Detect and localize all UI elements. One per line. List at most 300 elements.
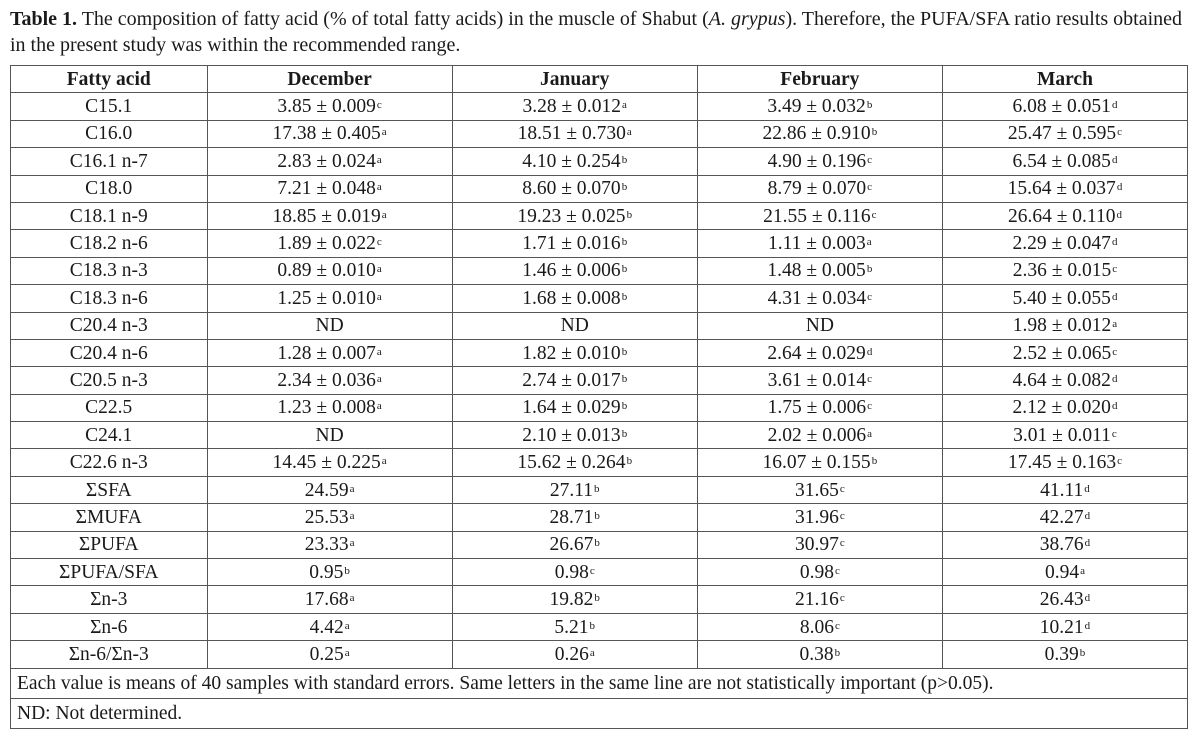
cell-value: 1.28 ± 0.007 — [277, 342, 376, 364]
cell-value: 30.97 — [794, 534, 839, 556]
cell-value: 5.21 — [554, 616, 589, 638]
table-cell — [207, 285, 452, 312]
cell-value: 18.51 ± 0.730 — [517, 123, 626, 145]
fatty-acid-name: C18.3 n-6 — [11, 285, 208, 312]
table-cell — [207, 120, 452, 147]
table-cell — [207, 367, 452, 394]
significance-letter: a — [376, 263, 382, 276]
significance-letter: d — [1116, 208, 1122, 221]
cell-value: 0.89 ± 0.010 — [277, 260, 376, 282]
table-cell — [942, 230, 1187, 257]
table-cell — [207, 93, 452, 120]
cell-value: 14.45 ± 0.225 — [272, 452, 381, 474]
table-row — [11, 367, 1188, 394]
cell-value: 19.23 ± 0.025 — [517, 205, 626, 227]
cell-value: 31.65 — [794, 479, 839, 501]
fatty-acid-name: C16.1 n-7 — [11, 148, 208, 175]
cell-value: 4.64 ± 0.082 — [1012, 369, 1111, 391]
table-cell — [942, 285, 1187, 312]
table-cell — [207, 202, 452, 229]
fatty-acid-name: C18.0 — [11, 175, 208, 202]
significance-letter: c — [376, 236, 382, 249]
table-cell — [697, 586, 942, 613]
significance-letter: a — [376, 372, 382, 385]
cell-value: 3.49 ± 0.032 — [767, 96, 866, 118]
fatty-acid-name: C20.5 n-3 — [11, 367, 208, 394]
cell-value: 2.52 ± 0.065 — [1012, 342, 1112, 364]
fatty-acid-name: C20.4 n-3 — [11, 312, 208, 339]
table-cell — [207, 613, 452, 640]
table-cell — [697, 449, 942, 476]
significance-letter: c — [839, 592, 845, 605]
table-cell — [207, 230, 452, 257]
cell-value: 2.29 ± 0.047 — [1012, 233, 1111, 255]
table-row — [11, 394, 1188, 421]
cell-value: 0.94 — [1044, 561, 1080, 583]
table-caption — [10, 6, 1188, 58]
fatty-acid-name: ΣMUFA — [11, 504, 208, 531]
table-cell — [697, 367, 942, 394]
table-cell — [697, 148, 942, 175]
significance-letter: c — [1117, 455, 1122, 468]
cell-value: 3.61 ± 0.014 — [767, 369, 867, 391]
table-cell — [207, 586, 452, 613]
significance-letter: b — [866, 263, 873, 276]
significance-letter: c — [867, 153, 873, 166]
table-row — [11, 339, 1188, 366]
significance-letter: d — [1084, 592, 1091, 605]
significance-letter: b — [1079, 646, 1086, 659]
significance-letter: a — [381, 208, 387, 221]
fatty-acid-name: C18.1 n-9 — [11, 202, 208, 229]
table-cell — [942, 613, 1187, 640]
significance-letter: b — [626, 455, 633, 468]
table-row — [11, 257, 1188, 284]
cell-value: 1.98 ± 0.012 — [1012, 315, 1112, 337]
significance-letter: d — [866, 345, 873, 358]
header-march: March — [942, 66, 1187, 93]
significance-letter: b — [621, 153, 628, 166]
table-cell — [207, 531, 452, 558]
cell-value: 22.86 ± 0.910 — [762, 123, 871, 145]
significance-letter: a — [381, 455, 387, 468]
header-fatty-acid: Fatty acid — [11, 66, 208, 93]
significance-letter: d — [1111, 290, 1118, 303]
significance-letter: d — [1111, 400, 1118, 413]
fatty-acid-name: C24.1 — [11, 422, 208, 449]
significance-letter: c — [871, 208, 877, 221]
significance-letter: b — [871, 126, 878, 139]
header-february: February — [697, 66, 942, 93]
table-cell — [942, 339, 1187, 366]
cell-value: 24.59 — [304, 479, 349, 501]
significance-letter: c — [839, 482, 845, 495]
cell-value: 1.25 ± 0.010 — [277, 287, 376, 309]
cell-value: 16.07 ± 0.155 — [762, 452, 871, 474]
table-cell — [942, 257, 1187, 284]
cell-value: 1.82 ± 0.010 — [522, 342, 621, 364]
table-cell — [452, 120, 697, 147]
fatty-acid-name: C20.4 n-6 — [11, 339, 208, 366]
cell-value: 0.39 — [1044, 643, 1079, 665]
table-cell — [697, 504, 942, 531]
cell-value: 26.43 — [1039, 589, 1084, 611]
table-row — [11, 613, 1188, 640]
table-row — [11, 175, 1188, 202]
significance-letter: c — [1111, 427, 1117, 440]
cell-value: 15.64 ± 0.037 — [1007, 178, 1116, 200]
cell-value: 0.38 — [799, 643, 834, 665]
table-note-stats: Each value is means of 40 samples with standard errors. Same letters in the same line are not statistically important (p>0.05). — [11, 668, 1188, 698]
table-row — [11, 559, 1188, 586]
table-row — [11, 148, 1188, 175]
cell-value: 0.26 — [554, 643, 589, 665]
cell-value: 2.12 ± 0.020 — [1012, 397, 1111, 419]
cell-value: 1.48 ± 0.005 — [767, 260, 866, 282]
table-row — [11, 641, 1188, 668]
table-cell — [207, 148, 452, 175]
cell-value: 17.68 — [304, 589, 349, 611]
cell-value: 18.85 ± 0.019 — [272, 205, 381, 227]
significance-letter: a — [349, 509, 355, 522]
significance-letter: d — [1084, 619, 1091, 632]
table-cell — [207, 339, 452, 366]
table-cell — [697, 257, 942, 284]
cell-value: 2.64 ± 0.029 — [767, 342, 866, 364]
table-cell — [697, 394, 942, 421]
cell-value: 3.85 ± 0.009 — [277, 96, 376, 118]
significance-letter: a — [622, 99, 627, 112]
significance-letter: c — [1112, 263, 1118, 276]
table-cell — [942, 531, 1187, 558]
table-cell — [452, 230, 697, 257]
significance-letter: c — [867, 290, 873, 303]
table-cell — [942, 449, 1187, 476]
table-cell — [452, 504, 697, 531]
fatty-acid-name: C22.5 — [11, 394, 208, 421]
significance-letter: b — [866, 99, 873, 112]
cell-value: 8.06 — [799, 616, 834, 638]
cell-value: ND — [315, 315, 344, 337]
cell-value: 2.83 ± 0.024 — [277, 150, 376, 172]
table-cell — [207, 394, 452, 421]
significance-letter: b — [621, 263, 628, 276]
table-cell — [942, 93, 1187, 120]
cell-value: 2.10 ± 0.013 — [522, 424, 621, 446]
table-row — [11, 202, 1188, 229]
cell-value: 17.38 ± 0.405 — [272, 123, 381, 145]
fatty-acid-name: C18.3 n-3 — [11, 257, 208, 284]
caption-text-after: ). Therefore, the PUFA/SFA ratio results obtained in the present study was within the recommended range. — [10, 8, 1183, 56]
significance-letter: a — [376, 181, 382, 194]
cell-value: 25.53 — [304, 506, 349, 528]
cell-value: 6.54 ± 0.085 — [1012, 150, 1111, 172]
fatty-acid-name: Σn-6 — [11, 613, 208, 640]
cell-value: 4.31 ± 0.034 — [767, 287, 867, 309]
table-cell — [452, 202, 697, 229]
table-row — [11, 422, 1188, 449]
table-cell — [452, 339, 697, 366]
significance-letter: c — [589, 564, 595, 577]
table-cell — [697, 531, 942, 558]
significance-letter: a — [376, 153, 382, 166]
cell-value: 2.74 ± 0.017 — [522, 369, 621, 391]
table-cell — [697, 230, 942, 257]
cell-value: 1.68 ± 0.008 — [522, 287, 621, 309]
cell-value: 19.82 — [549, 589, 594, 611]
table-cell — [207, 422, 452, 449]
table-cell — [452, 586, 697, 613]
table-cell — [207, 504, 452, 531]
cell-value: 7.21 ± 0.048 — [277, 178, 376, 200]
header-january: January — [452, 66, 697, 93]
table-note-row — [11, 668, 1188, 698]
table-cell — [942, 367, 1187, 394]
fatty-acid-name: Σn-3 — [11, 586, 208, 613]
cell-value: 2.36 ± 0.015 — [1012, 260, 1112, 282]
cell-value: 1.11 ± 0.003 — [768, 233, 866, 255]
table-cell — [452, 93, 697, 120]
table-row — [11, 504, 1188, 531]
cell-value: 26.67 — [549, 534, 594, 556]
table-cell — [452, 312, 697, 339]
cell-value: 4.10 ± 0.254 — [522, 150, 621, 172]
cell-value: 4.90 ± 0.196 — [767, 150, 867, 172]
cell-value: 3.01 ± 0.011 — [1013, 424, 1111, 446]
significance-letter: a — [589, 646, 595, 659]
cell-value: 4.42 — [309, 616, 344, 638]
table-cell — [207, 476, 452, 503]
significance-letter: a — [1112, 318, 1118, 331]
significance-letter: a — [349, 482, 355, 495]
table-cell — [452, 531, 697, 558]
cell-value: 31.96 — [794, 506, 839, 528]
significance-letter: d — [1111, 99, 1118, 112]
significance-letter: c — [376, 99, 382, 112]
table-cell — [942, 148, 1187, 175]
significance-letter: d — [1111, 372, 1118, 385]
cell-value: 8.60 ± 0.070 — [522, 178, 621, 200]
table-row — [11, 120, 1188, 147]
cell-value: 21.55 ± 0.116 — [763, 205, 871, 227]
table-cell — [942, 175, 1187, 202]
significance-letter: a — [376, 345, 382, 358]
table-cell — [697, 559, 942, 586]
cell-value: 17.45 ± 0.163 — [1007, 452, 1117, 474]
significance-letter: a — [344, 646, 350, 659]
cell-value: 1.89 ± 0.022 — [277, 233, 376, 255]
cell-value: 21.16 — [794, 589, 839, 611]
significance-letter: c — [834, 619, 840, 632]
table-row — [11, 476, 1188, 503]
significance-letter: b — [621, 427, 628, 440]
significance-letter: b — [621, 345, 628, 358]
significance-letter: b — [621, 181, 628, 194]
table-cell — [452, 559, 697, 586]
significance-letter: c — [834, 564, 840, 577]
table-cell — [207, 257, 452, 284]
table-cell — [207, 175, 452, 202]
significance-letter: a — [349, 537, 355, 550]
table-cell — [697, 312, 942, 339]
significance-letter: c — [839, 509, 845, 522]
fatty-acid-table — [10, 65, 1188, 729]
header-december: December — [207, 66, 452, 93]
fatty-acid-name: C16.0 — [11, 120, 208, 147]
table-row — [11, 285, 1188, 312]
cell-value: 1.46 ± 0.006 — [522, 260, 621, 282]
significance-letter: b — [594, 592, 600, 605]
significance-letter: d — [1084, 482, 1090, 495]
cell-value: ND — [805, 315, 834, 337]
significance-letter: b — [626, 208, 633, 221]
table-cell — [697, 175, 942, 202]
table-cell — [697, 339, 942, 366]
significance-letter: a — [376, 290, 382, 303]
significance-letter: b — [594, 537, 600, 550]
cell-value: 0.98 — [554, 561, 589, 583]
significance-letter: b — [834, 646, 841, 659]
significance-letter: a — [866, 236, 872, 249]
significance-letter: b — [621, 290, 628, 303]
table-cell — [207, 559, 452, 586]
significance-letter: c — [867, 400, 873, 413]
cell-value: 25.47 ± 0.595 — [1007, 123, 1117, 145]
significance-letter: b — [344, 564, 350, 577]
table-cell — [942, 476, 1187, 503]
table-cell — [207, 641, 452, 668]
table-cell — [697, 641, 942, 668]
table-cell — [452, 641, 697, 668]
cell-value: 23.33 — [304, 534, 349, 556]
cell-value: ND — [315, 424, 344, 446]
significance-letter: a — [344, 619, 350, 632]
significance-letter: a — [867, 427, 873, 440]
significance-letter: c — [1117, 126, 1122, 139]
cell-value: 3.28 ± 0.012 — [522, 96, 621, 118]
table-cell — [697, 202, 942, 229]
significance-letter: a — [1080, 564, 1085, 577]
significance-letter: b — [621, 400, 628, 413]
caption-label: Table 1. — [10, 8, 78, 30]
table-cell — [452, 476, 697, 503]
table-cell — [942, 394, 1187, 421]
table-row — [11, 312, 1188, 339]
table-cell — [452, 367, 697, 394]
table-cell — [697, 476, 942, 503]
cell-value: 42.27 — [1039, 506, 1084, 528]
fatty-acid-name: ΣPUFA/SFA — [11, 559, 208, 586]
significance-letter: b — [594, 482, 600, 495]
fatty-acid-name: C22.6 n-3 — [11, 449, 208, 476]
significance-letter: b — [621, 236, 628, 249]
fatty-acid-name: C18.2 n-6 — [11, 230, 208, 257]
significance-letter: d — [1084, 537, 1091, 550]
table-row — [11, 586, 1188, 613]
table-cell — [452, 449, 697, 476]
caption-species: A. grypus — [708, 8, 786, 30]
cell-value: 0.95 — [309, 561, 344, 583]
table-row — [11, 449, 1188, 476]
cell-value: 41.11 — [1040, 479, 1084, 501]
table-note-row — [11, 698, 1188, 728]
cell-value: 1.75 ± 0.006 — [767, 397, 867, 419]
table-cell — [942, 641, 1187, 668]
table-cell — [942, 586, 1187, 613]
significance-letter: a — [376, 400, 382, 413]
table-cell — [697, 93, 942, 120]
fatty-acid-name: ΣSFA — [11, 476, 208, 503]
table-cell — [207, 312, 452, 339]
significance-letter: d — [1111, 153, 1118, 166]
significance-letter: b — [594, 509, 600, 522]
cell-value: 1.23 ± 0.008 — [277, 397, 376, 419]
significance-letter: c — [867, 181, 873, 194]
cell-value: ND — [560, 315, 589, 337]
table-cell — [942, 422, 1187, 449]
table-cell — [942, 120, 1187, 147]
cell-value: 8.79 ± 0.070 — [767, 178, 867, 200]
table-cell — [452, 285, 697, 312]
table-cell — [697, 120, 942, 147]
fatty-acid-name: Σn-6/Σn-3 — [11, 641, 208, 668]
cell-value: 27.11 — [549, 479, 594, 501]
table-cell — [697, 422, 942, 449]
significance-letter: a — [381, 126, 387, 139]
significance-letter: c — [867, 372, 873, 385]
cell-value: 6.08 ± 0.051 — [1012, 96, 1111, 118]
table-cell — [452, 257, 697, 284]
significance-letter: c — [839, 537, 845, 550]
cell-value: 10.21 — [1039, 616, 1084, 638]
table-header-row — [11, 66, 1188, 93]
cell-value: 38.76 — [1039, 534, 1084, 556]
significance-letter: b — [589, 619, 596, 632]
table-cell — [942, 559, 1187, 586]
table-row — [11, 531, 1188, 558]
cell-value: 2.02 ± 0.006 — [767, 424, 867, 446]
table-cell — [452, 613, 697, 640]
table-cell — [452, 175, 697, 202]
table-cell — [207, 449, 452, 476]
table-cell — [697, 613, 942, 640]
table-row — [11, 230, 1188, 257]
fatty-acid-name: ΣPUFA — [11, 531, 208, 558]
significance-letter: b — [871, 455, 878, 468]
cell-value: 1.64 ± 0.029 — [522, 397, 621, 419]
cell-value: 15.62 ± 0.264 — [517, 452, 626, 474]
table-cell — [697, 285, 942, 312]
table-row — [11, 93, 1188, 120]
cell-value: 1.71 ± 0.016 — [522, 233, 621, 255]
significance-letter: b — [621, 372, 628, 385]
table-cell — [452, 148, 697, 175]
cell-value: 28.71 — [549, 506, 594, 528]
cell-value: 0.25 — [309, 643, 344, 665]
caption-text-before: The composition of fatty acid (% of total fatty acids) in the muscle of Shabut ( — [77, 8, 709, 30]
cell-value: 0.98 — [799, 561, 834, 583]
cell-value: 5.40 ± 0.055 — [1012, 287, 1111, 309]
table-cell — [942, 504, 1187, 531]
cell-value: 26.64 ± 0.110 — [1007, 205, 1116, 227]
significance-letter: d — [1116, 181, 1123, 194]
significance-letter: a — [626, 126, 632, 139]
table-cell — [942, 202, 1187, 229]
table-body — [11, 93, 1188, 668]
significance-letter: c — [1112, 345, 1118, 358]
table-cell — [942, 312, 1187, 339]
significance-letter: d — [1084, 509, 1091, 522]
